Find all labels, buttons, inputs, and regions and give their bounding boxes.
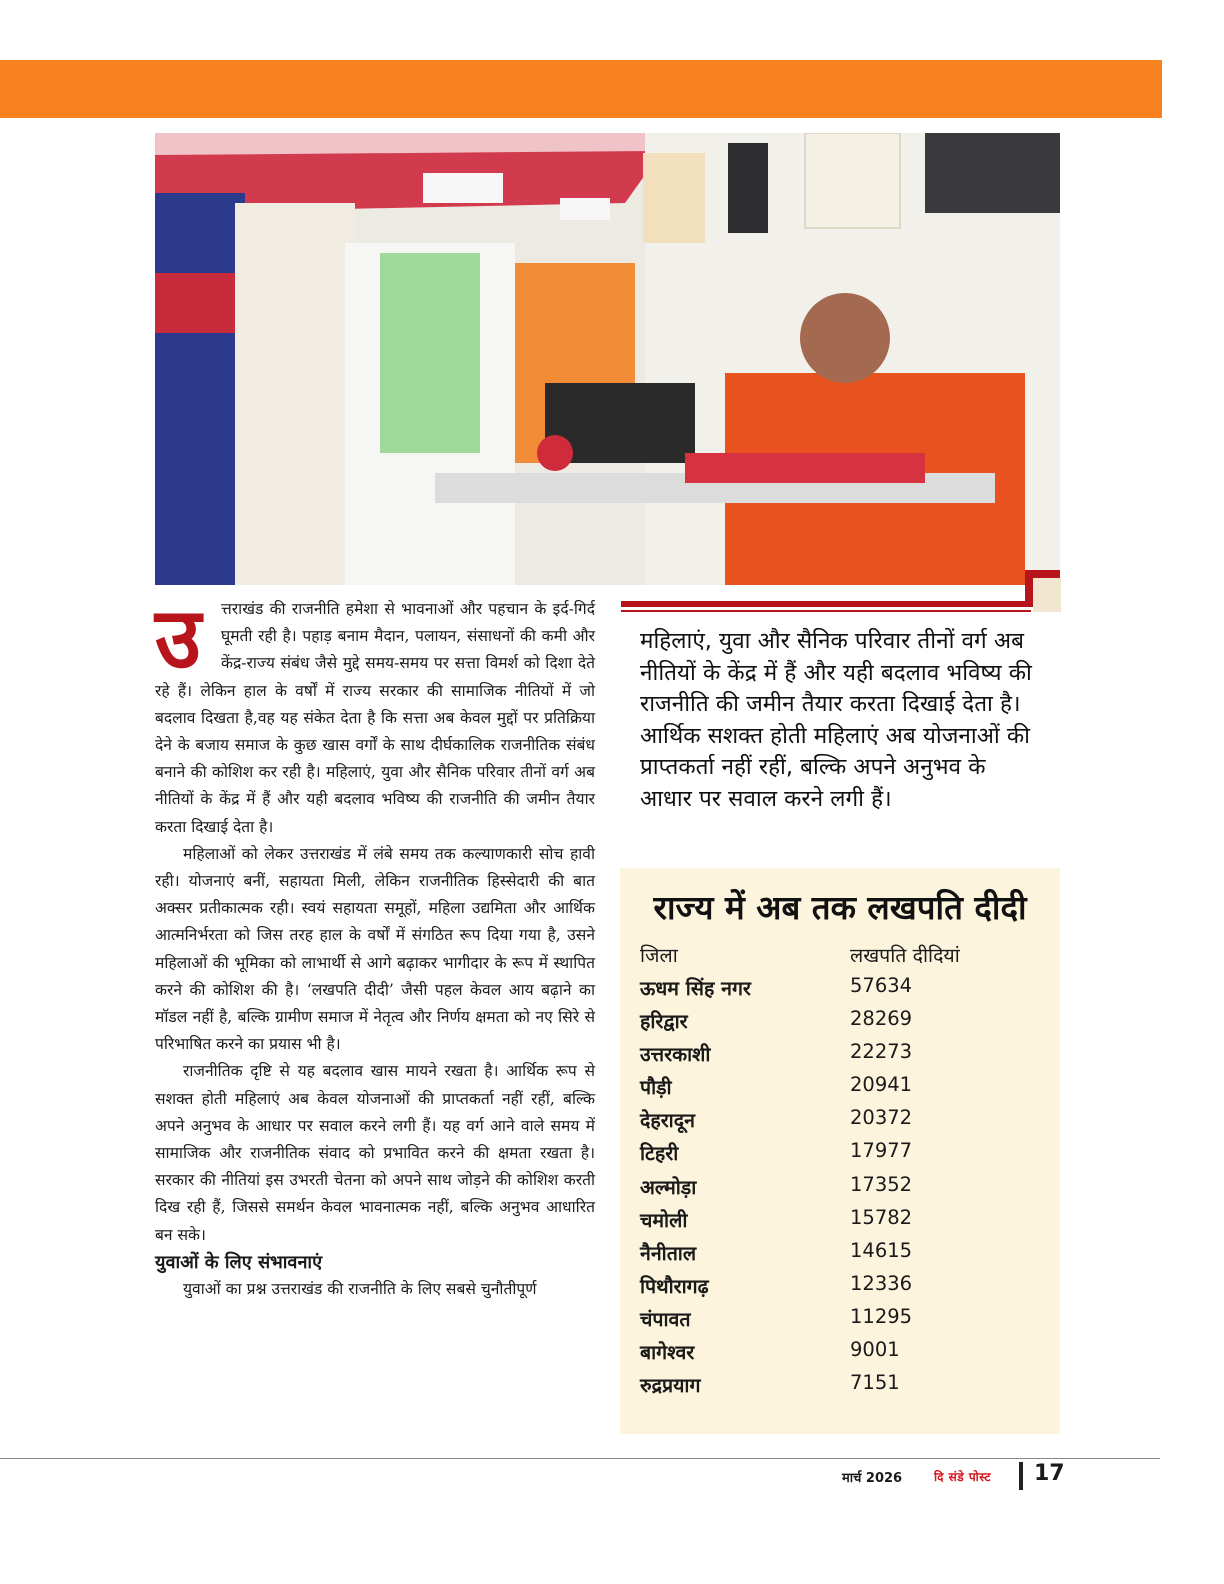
lakhpati-didi-stat-box [620, 868, 1060, 1434]
table-row [640, 974, 1040, 1007]
footer-divider [1019, 1462, 1023, 1490]
stat-box-title: राज्य में अब तक लखपति दीदी [653, 888, 1027, 927]
footer-rule [0, 1458, 1160, 1459]
drop-cap: उ [155, 589, 202, 687]
table-row [640, 1338, 1040, 1371]
article-paragraph-2: महिलाओं को लेकर उत्तराखंड में लंबे समय तक कल्याणकारी सोच हावी रही। योजनाएं बनीं, सहायता मिली, लेकिन राजनीतिक हिस्सेदारी की बात अक्सर प्रतीकात्मक रही। स्वयं सहायता समूहों, महिला उद्यमिता और आर्थिक आत्मनिर्भरता को जिस तरह हाल के वर्षों में संगठित रूप दिया गया है, उसने महिलाओं की भूमिका को लाभार्थी से आगे बढ़ाकर भागीदार के रूप में स्थापित करने की कोशिश की है। ‘लखपति दीदी’ जैसी पहल केवल आय बढ़ाने का मॉडल नहीं है, बल्कि ग्रामीण समाज में नेतृत्व और निर्णय क्षमता को नए सिरे से परिभाषित करने का प्रयास भी है। [155, 844, 595, 1054]
district-name: उत्तरकाशी [640, 1043, 711, 1067]
table-row [640, 1239, 1040, 1272]
corner-accent-box [1033, 578, 1061, 612]
table-row [640, 1371, 1040, 1404]
district-name: चमोली [640, 1208, 688, 1232]
didi-count: 12336 [850, 1271, 913, 1295]
didi-count: 20941 [850, 1073, 913, 1097]
article-body [155, 589, 595, 1303]
didi-count: 20372 [850, 1106, 913, 1130]
footer-date: मार्च 2026 [842, 1471, 903, 1486]
page-number: 17 [1034, 1461, 1065, 1486]
didi-count: 14615 [850, 1238, 913, 1262]
pull-quote-rule [621, 601, 1031, 607]
didi-count: 15782 [850, 1205, 913, 1229]
article-paragraph-3: राजनीतिक दृष्टि से यह बदलाव खास मायने रखता है। आर्थिक रूप से सशक्त होती महिलाएं अब केवल योजनाओं की प्राप्तकर्ता नहीं रहीं, बल्कि अपने अनुभव के आधार पर सवाल करने लगी हैं। यह वर्ग आने वाले समय में सामाजिक और राजनीतिक संवाद को प्रभावित करने की क्षमता रखता है। सरकार की नीतियां इस उभरती चेतना को अपने साथ जोड़ने की कोशिश करती दिख रही हैं, जिससे समर्थन केवल भावनात्मक नहीं, बल्कि अनुभव आधारित बन सके। [155, 1062, 595, 1244]
didi-count: 11295 [850, 1304, 913, 1328]
district-name: पौड़ी [640, 1076, 672, 1100]
district-name: नैनीताल [640, 1241, 697, 1265]
table-row [640, 1305, 1040, 1338]
didi-count: 22273 [850, 1040, 913, 1064]
table-row [640, 1206, 1040, 1239]
district-name: हरिद्वार [640, 1010, 688, 1034]
district-name: अल्मोड़ा [640, 1175, 697, 1199]
didi-count: 9001 [850, 1338, 900, 1362]
didi-count: 57634 [850, 974, 913, 997]
table-row [640, 1007, 1040, 1040]
table-row [640, 1040, 1040, 1073]
footer-magazine-logo: दि संडे पोस्ट [934, 1470, 992, 1484]
didi-count: 17977 [850, 1139, 913, 1163]
district-name: देहरादून [640, 1109, 695, 1133]
article-paragraph-4: युवाओं का प्रश्न उत्तराखंड की राजनीति के लिए सबसे चुनौतीपूर्ण [183, 1280, 537, 1299]
district-name: ऊधम सिंह नगर [640, 977, 751, 1000]
district-name: टिहरी [640, 1142, 679, 1166]
table-row [640, 1272, 1040, 1305]
district-name: पिथौरागढ़ [640, 1274, 709, 1298]
didi-count: 17352 [850, 1172, 913, 1196]
pull-quote-rule-thin [621, 610, 1031, 612]
table-row [640, 1173, 1040, 1206]
article-paragraph-1: उ त्तराखंड की राजनीति हमेशा से भावनाओं और पहचान के इर्द-गिर्द घूमती रही है। पहाड़ बनाम मैदान, पलायन, संसाधनों की कमी और केंद्र-राज्य संबंध जैसे मुद्दे समय-समय पर सत्ता विमर्श को दिशा देते रहे हैं। लेकिन हाल के वर्षों में राज्य सरकार की सामाजिक नीतियों में जो बदलाव दिखता है,वह यह संकेत देता है कि सत्ता अब केवल मुद्दों पर प्रतिक्रिया देने के बजाय समाज के कुछ खास वर्गों के साथ दीर्घकालिक राजनीतिक संबंध बनाने की कोशिश कर रही है। महिलाएं, युवा और सैनिक परिवार तीनों वर्ग अब नीतियों के केंद्र में हैं और यही बदलाव भविष्य की राजनीति की जमीन तैयार करता दिखाई देता है। [155, 589, 595, 836]
article-subheading: युवाओं के लिए संभावनाएं [155, 1251, 323, 1273]
table-row [640, 1106, 1040, 1139]
table-row [640, 1073, 1040, 1106]
district-name: बागेश्वर [640, 1341, 695, 1365]
district-name: रुद्रप्रयाग [640, 1374, 701, 1398]
district-name: चंपावत [640, 1307, 691, 1331]
top-color-band [0, 60, 1162, 118]
article-photo [155, 133, 1060, 585]
table-row [640, 1139, 1040, 1172]
pull-quote: महिलाएं, युवा और सैनिक परिवार तीनों वर्ग अब नीतियों के केंद्र में हैं और यही बदलाव भविष्य की राजनीति की जमीन तैयार करता दिखाई देता है। आर्थिक सशक्त होती महिलाएं अब योजनाओं की प्राप्तकर्ता नहीं रहीं, बल्कि अपने अनुभव के आधार पर सवाल करने लगी हैं। [640, 628, 1032, 812]
corner-accent-top [1025, 570, 1060, 578]
header-district: जिला [640, 944, 678, 967]
didi-count: 28269 [850, 1007, 913, 1031]
didi-count: 7151 [850, 1371, 900, 1395]
stat-table-rows [620, 974, 1060, 1404]
header-count: लखपति दीदियां [850, 944, 960, 967]
